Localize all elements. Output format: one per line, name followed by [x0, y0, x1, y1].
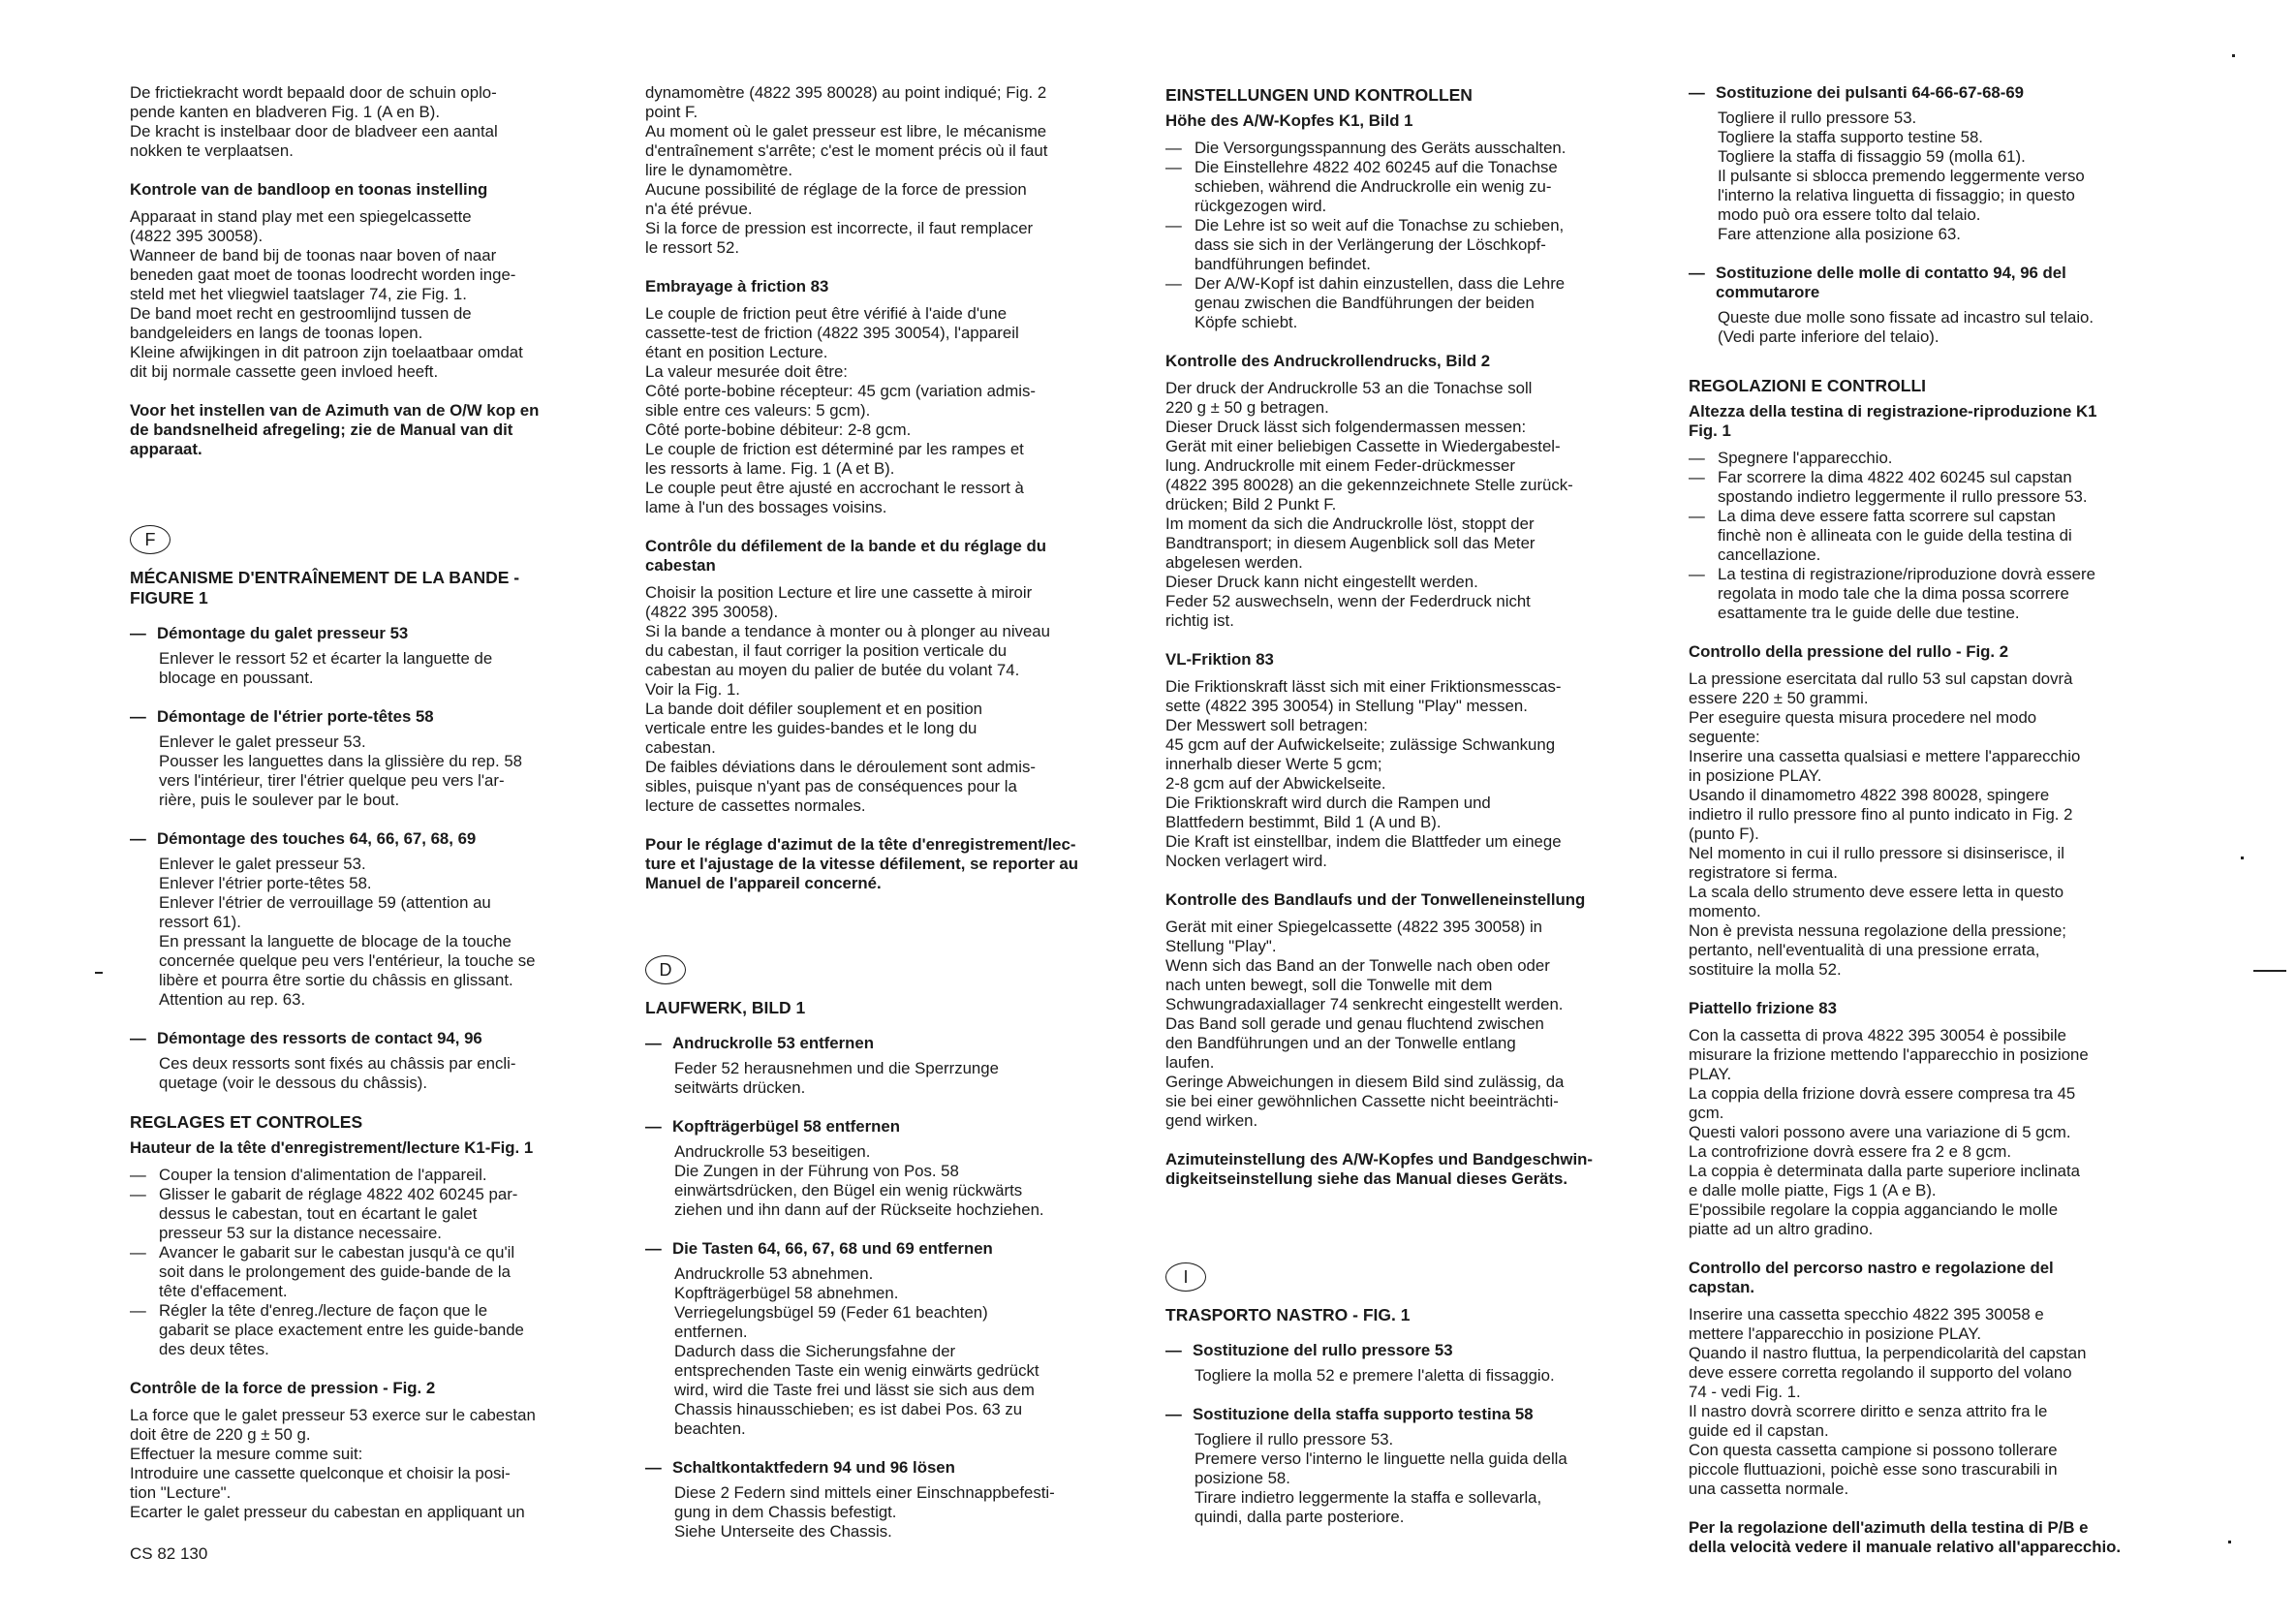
column-dutch-french [130, 83, 585, 1542]
list-hauteur-steps: — Couper la tension d'alimentation de l'appareil. — Glisser le gabarit de réglage 4822 402 60245 par- dessus le cabestan, tout en écartant le galet presseur 53 sur la distance necessaire. — Avancer le gabarit sur le cabestan jusqu'à ce qu'il soit dans le prolongement des guide-bande de la tête d'effacement. — Régler la tête d'enreg./lecture de façon que le gabarit se place exactement entre les guide-bande des deux têtes. [130, 1166, 524, 1358]
paragraph-force-pression: La force que le galet presseur 53 exerce sur le cabestan doit être de 220 g ± 50 g. Effectuer la mesure comme suit: Introduire une cassette quelconque et choisir la posi- tion "Lecture". Ecarter le galet presseur du cabestan en appliquant un [130, 1406, 536, 1521]
heading-bandlauf: Kontrolle des Bandlaufs und der Tonwelleneinstellung [1165, 890, 1586, 909]
paragraph-embrayage: Le couple de friction peut être vérifié à l'aide d'une cassette-test de friction (4822 395 30054), l'appareil étant en position Lecture. La valeur mesurée doit être: Côté porte-bobine récepteur: 45 gcm (variation admis- sible entre ces valeurs: 5 gcm). Côté porte-bobine débiteur: 2-8 gcm. Le couple de friction est déterminé par les rampes et les ressorts à lame. Fig. 1 (A et B). Le couple peut être ajusté en accrochant le ressort à lame à l'un des bossages voisins. [645, 304, 1036, 516]
heading-controllo-pressione: Controllo della pressione del rullo - Fig. 2 [1689, 642, 2009, 661]
heading-vl-friktion: VL-Friktion 83 [1165, 650, 1274, 669]
section-demontage-ressorts: — Démontage des ressorts de contact 94, 96 Ces deux ressorts sont fixés au châssis par encli- quetage (voir le dessous du châssis). [130, 1029, 516, 1092]
paragraph-piattello-frizione: Con la cassetta di prova 4822 395 30054 è possibile misurare la frizione mettendo l'apparecchio in posizione PLAY. La coppia della frizione dovrà essere compresa tra 45 gcm. Questi valori possono avere una variazione di 5 gcm. La controfrizione dovrà essere fra 2 e 8 gcm. La coppia è determinata dalla parte superiore inclinata e dalle molle piatte, Figs 1 (A e B). E'possibile regolare la coppia agganciando le molle piatte ad un altro gradino. [1689, 1026, 2089, 1238]
language-marker-french: F [130, 525, 171, 554]
heading-hoehe-kopf: Höhe des A/W-Kopfes K1, Bild 1 [1165, 111, 1413, 130]
paragraph-controllo-pressione: La pressione esercitata dal rullo 53 sul capstan dovrà essere 220 ± 50 grammi. Per eseguire questa misura procedere nel modo seguente: Inserire una cassetta qualsiasi e mettere l'apparecchio in posizione PLAY. Usando il dinamometro 4822 398 80028, spingere indietro il rullo pressore fino al punto indicato in Fig. 2 (punto F). Nel momento in cui il rullo pressore si disinserisce, il registratore si ferma. La scala dello strumento deve essere letta in questo momento. Non è prevista nessuna regolazione della pressione; pertanto, nell'eventualità di una pressione errata, sostituire la molla 52. [1689, 670, 2081, 979]
scan-mark [95, 972, 103, 974]
paragraph-kontrole-bandloop: Apparaat in stand play met een spiegelcassette (4822 395 30058). Wanneer de band bij de toonas naar boven of naar beneden gaat moet de toonas loodrecht worden inge- steld met het vliegwiel taatslager 74, zie Fig. 1. De band moet recht en gestroomlijnd tussen de bandgeleiders en langs de toonas lopen. Kleine afwijkingen in dit patroon zijn toelaatbaar omdat dit bij normale cassette geen invloed heeft. [130, 207, 523, 381]
paragraph-bandlauf: Gerät mit einer Spiegelcassette (4822 395 30058) in Stellung "Play". Wenn sich das Band an der Tonwelle nach oben oder nach unten bewegt, soll die Tonwelle mit dem Schwungradaxiallager 74 senkrecht eingestellt werden. Das Band soll gerade und genau fluchtend zwischen den Bandführungen und an der Tonwelle entlang laufen. Geringe Abweichungen in diesem Bild sind zulässig, da sie bei einer gewöhnlichen Cassette nicht beeinträchti- gend wirken. [1165, 918, 1565, 1130]
list-hoehe-steps: — Die Versorgungsspannung des Geräts ausschalten. — Die Einstellehre 4822 402 60245 auf die Tonachse schieben, während die Andruckrolle ein wenig zu- rückgezogen wird. — Die Lehre ist so weit auf die Tonachse zu schieben, dass sie sich in der Verlängerung der Löschkopf- bandführungen befindet. — Der A/W-Kopf ist dahin einzustellen, dass die Lehre genau zwischen die Bandführungen der beiden Köpfe schiebt. [1165, 139, 1567, 331]
scan-mark [2232, 54, 2235, 57]
section-sostituzione-rullo: — Sostituzione del rullo pressore 53 Togliere la molla 52 e premere l'aletta di fissaggio. [1165, 1341, 1555, 1385]
list-altezza-steps: — Spegnere l'apparecchio. — Far scorrere la dima 4822 402 60245 sul capstan spostando indietro leggermente il rullo pressore 53. — La dima deve essere fatta scorrere sul capstan finchè non è allineata con le guide della testina di cancellazione. — La testina di registrazione/riproduzione dovrà essere regolata in modo tale che la dima possa scorrere esattamente tra le guide delle due testine. [1689, 449, 2095, 622]
paragraph-azimut-note-fr: Pour le réglage d'azimut de la tête d'enregistrement/lec- ture et l'ajustage de la vitesse défilement, se reporter au Manuel de l'appareil concerné. [645, 835, 1078, 892]
section-sostituzione-pulsanti: — Sostituzione dei pulsanti 64-66-67-68-69 Togliere il rullo pressore 53. Togliere la staffa supporto testine 58. Togliere la staffa di fissaggio 59 (molla 61). Il pulsante si sblocca premendo leggermente verso l'interno la relativa linguetta di fissaggio; in questo modo può ora essere tolto dal telaio. Fare attenzione alla posizione 63. [1689, 83, 2085, 243]
paragraph-controllo-percorso: Inserire una cassetta specchio 4822 395 30058 e mettere l'apparecchio in posizione PLAY. Quando il nastro fluttua, la perpendicolarità del capstan deve essere corretta regolando il supporto del volano 74 - vedi Fig. 1. Il nastro dovrà scorrere diritto e senza attrito fra le guide ed il capstan. Con questa cassetta campione si possono tollerare piccole fluttuazioni, poichè esse sono trascurabili in una cassetta normale. [1689, 1305, 2087, 1498]
paragraph-azimuth-note-nl: Voor het instellen van de Azimuth van de O/W kop en de bandsnelheid afregeling; zie de Manual van dit apparaat. [130, 401, 540, 458]
heading-trasporto: TRASPORTO NASTRO - FIG. 1 [1165, 1305, 1411, 1324]
heading-reglages: REGLAGES ET CONTROLES [130, 1112, 363, 1132]
section-schaltkontaktfedern: — Schaltkontaktfedern 94 und 96 lösen Diese 2 Federn sind mittels einer Einschnappbefesti- gung in dem Chassis befestigt. Siehe Unterseite des Chassis. [645, 1458, 1055, 1541]
section-sostituzione-molle: — Sostituzione delle molle di contatto 94, 96 del commutarore Queste due molle sono fissate ad incastro sul telaio. (Vedi parte inferiore del telaio). [1689, 264, 2094, 346]
heading-piattello-frizione: Piattello frizione 83 [1689, 999, 1837, 1017]
paragraph-vl-friktion: Die Friktionskraft lässt sich mit einer Friktionsmesscas- sette (4822 395 30054) in Stellung "Play" messen. Der Messwert soll betragen: 45 gcm auf der Aufwickelseite; zulässige Schwankung innerhalb dieser Werte 5 gcm; 2-8 gcm auf der Abwickelseite. Die Friktionskraft wird durch die Rampen und Blattfedern bestimmt, Bild 1 (A und B). Die Kraft ist einstellbar, indem die Blattfeder um einege Nocken verlagert wird. [1165, 677, 1562, 870]
section-demontage-touches: — Démontage des touches 64, 66, 67, 68, 69 Enlever le galet presseur 53. Enlever l'étrier porte-têtes 58. Enlever l'étrier de verrouillage 59 (attention au ressort 61). En pressant la languette de blocage de la touche concernée quelque peu vers l'entérieur, la touche se libère et pourra être sortie du châssis en glissant. Attention au rep. 63. [130, 829, 536, 1009]
heading-einstellungen: EINSTELLUNGEN UND KONTROLLEN [1165, 85, 1473, 105]
heading-hauteur-tete: Hauteur de la tête d'enregistrement/lecture K1-Fig. 1 [130, 1138, 534, 1157]
paragraph-frictiekracht: De frictiekracht wordt bepaald door de schuin oplo- pende kanten en bladveren Fig. 1 (A en B). De kracht is instelbaar door de bladveer een aantal nokken te verplaatsen. [130, 83, 498, 160]
paragraph-andruckrollendruck: Der druck der Andruckrolle 53 an die Tonachse soll 220 g ± 50 g betragen. Dieser Druck lässt sich folgendermassen messen: Gerät mit einer beliebigen Cassette in Wiedergabestel- lung. Andruckrolle mit einem Feder-drückmesser (4822 395 80028) an die gekennzeichnete Stelle zurück- drücken; Bild 2 Punkt F. Im moment da sich die Andruckrolle löst, stoppt der Bandtransport; in diesem Augenblick soll das Meter abgelesen werden. Dieser Druck kann nicht eingestellt werden. Feder 52 auswechseln, wenn der Federdruck nicht richtig ist. [1165, 379, 1573, 630]
section-tasten: — Die Tasten 64, 66, 67, 68 und 69 entfernen Andruckrolle 53 abnehmen. Kopfträgerbügel 58 abnehmen. Verriegelungsbügel 59 (Feder 61 beachten) entfernen. Dadurch dass die Sicherungsfahne der entsprechenden Taste ein wenig einwärts gedrückt wird, wird die Taste frei und lässt sie sich aus dem Chassis hinausschieben; es ist dabei Pos. 63 zu beachten. [645, 1239, 1039, 1438]
column-german-italian [1165, 85, 1621, 1546]
heading-altezza-testina: Altezza della testina di registrazione-riproduzione K1 Fig. 1 [1689, 402, 2097, 440]
heading-regolazioni: REGOLAZIONI E CONTROLLI [1689, 376, 1926, 395]
section-demontage-galet: — Démontage du galet presseur 53 Enlever le ressort 52 et écarter la languette de blocage en poussant. [130, 624, 493, 687]
heading-kontrole-bandloop: Kontrole van de bandloop en toonas instelling [130, 180, 488, 199]
paragraph-azimuth-note-it: Per la regolazione dell'azimuth della testina di P/B e della velocità vedere il manuale relativo all'apparecchio. [1689, 1518, 2122, 1556]
column-french-german [645, 83, 1101, 1561]
language-marker-italian: I [1165, 1262, 1206, 1292]
column-italian [1689, 83, 2144, 1576]
heading-controle-defilement: Contrôle du défilement de la bande et du réglage du cabestan [645, 537, 1046, 575]
paragraph-dynamometre: dynamomètre (4822 395 80028) au point indiqué; Fig. 2 point F. Au moment où le galet presseur est libre, le mécanisme d'entraînement s'arrête; c'est le moment précis où il faut lire le dynamomètre. Aucune possibilité de réglage de la force de pression n'a été prévue. Si la force de pression est incorrecte, il faut remplacer le ressort 52. [645, 83, 1048, 257]
heading-controllo-percorso: Controllo del percorso nastro e regolazione del capstan. [1689, 1259, 2054, 1296]
heading-laufwerk: LAUFWERK, BILD 1 [645, 998, 806, 1017]
section-andruckrolle: — Andruckrolle 53 entfernen Feder 52 herausnehmen und die Sperrzunge seitwärts drücken. [645, 1034, 999, 1097]
section-sostituzione-staffa: — Sostituzione della staffa supporto testina 58 Togliere il rullo pressore 53. Premere verso l'interno le linguette nella guida della posizione 58. Tirare indietro leggermente la staffa e sollevarla, quindi, dalla parte posteriore. [1165, 1405, 1567, 1526]
paragraph-azimut-note-de: Azimuteinstellung des A/W-Kopfes und Bandgeschwin- digkeitseinstellung siehe das Manual dieses Geräts. [1165, 1150, 1593, 1188]
language-marker-german: D [645, 955, 686, 984]
heading-mecanisme: MÉCANISME D'ENTRAÎNEMENT DE LA BANDE - FIGURE 1 [130, 568, 520, 608]
scan-mark [2228, 1541, 2231, 1543]
heading-andruckrollendruck: Kontrolle des Andruckrollendrucks, Bild 2 [1165, 352, 1491, 370]
heading-force-pression: Contrôle de la force de pression - Fig. 2 [130, 1379, 436, 1397]
section-kopftraegerbuegel: — Kopfträgerbügel 58 entfernen Andruckrolle 53 beseitigen. Die Zungen in der Führung von Pos. 58 einwärtsdrücken, den Bügel ein wenig rückwärts ziehen und ihn dann auf der Rückseite hochziehen. [645, 1117, 1044, 1219]
document-code: CS 82 130 [130, 1544, 208, 1563]
heading-embrayage: Embrayage à friction 83 [645, 277, 829, 296]
section-demontage-etrier: — Démontage de l'étrier porte-têtes 58 Enlever le galet presseur 53. Pousser les languettes dans la glissière du rep. 58 vers l'intérieur, tirer l'étrier quelque peu vers l'ar- rière, puis le soulever par le bout. [130, 707, 523, 809]
paragraph-controle-defilement: Choisir la position Lecture et lire une cassette à miroir (4822 395 30058). Si la bande a tendance à monter ou à plonger au niveau du cabestan, il faut corriger la position verticale du cabestan au moyen du palier de butée du volant 74. Voir la Fig. 1. La bande doit défiler souplement et en position verticale entre les guides-bandes et le long du cabestan. De faibles déviations dans le déroulement sont admis- sibles, puisque n'yant pas de conséquences pour la lecture de cassettes normales. [645, 583, 1050, 815]
scan-mark [2241, 857, 2244, 859]
scan-mark [2253, 970, 2286, 972]
